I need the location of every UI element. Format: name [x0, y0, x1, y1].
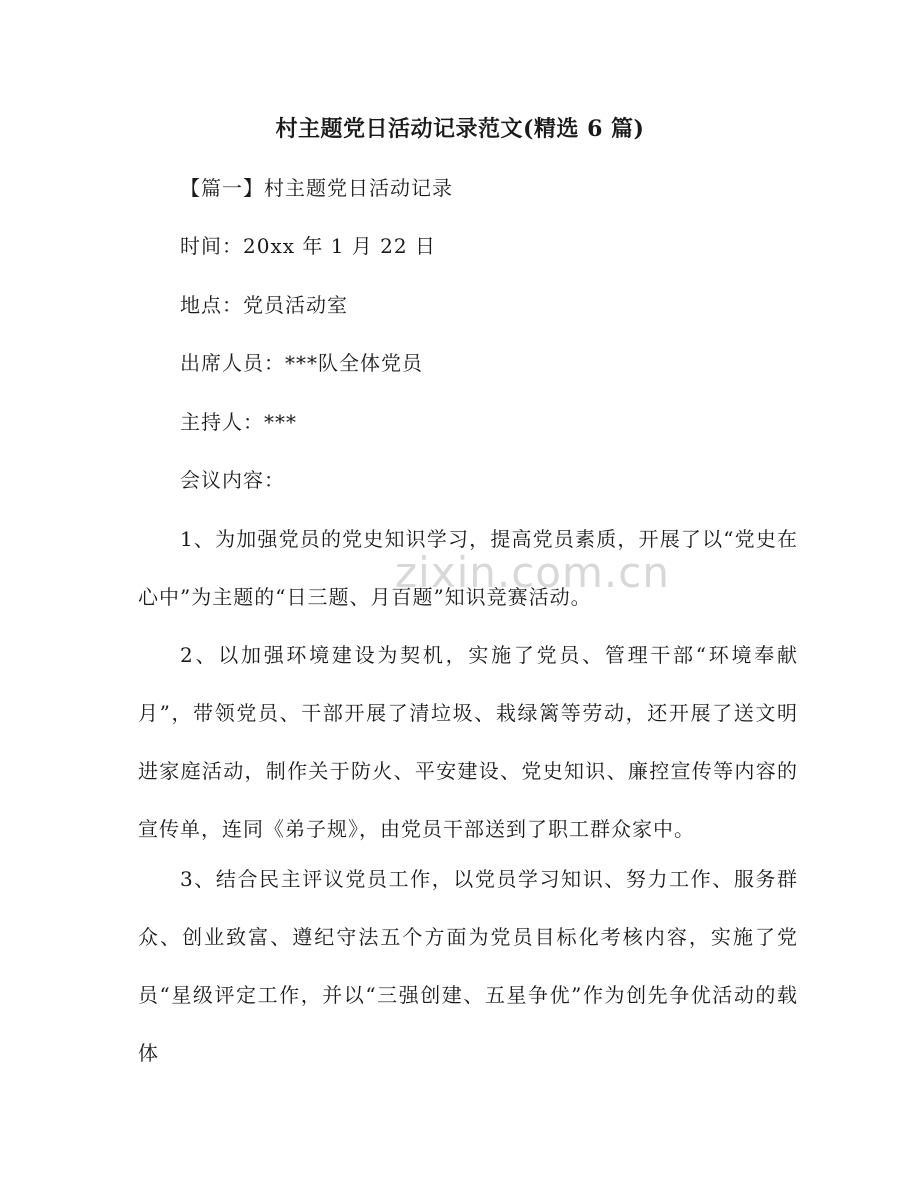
meta-time: 时间：20xx 年 1 月 22 日 [180, 234, 436, 258]
watermark: zixin.com.cn [395, 548, 670, 597]
paragraph-3: 3、结合民主评议党员工作，以党员学习知识、努力工作、服务群众、创业致富、遵纪守法五个方面为党员目标化考核内容，实施了党员“星级评定工作，并以“三强创建、五星争优”作为创先争优活动的载体 [138, 867, 798, 1065]
section-heading: 【篇一】村主题党日活动记录 [180, 176, 453, 200]
meta-place: 地点：党员活动室 [180, 293, 348, 317]
paragraph-2: 2、以加强环境建设为契机，实施了党员、管理干部“环境奉献月”，带领党员、干部开展了清垃圾、栽绿篱等劳动，还开展了送文明进家庭活动，制作关于防火、平安建设、党史知识、廉控宣传等内容的宣传单，连同《弟子规》，由党员干部送到了职工群众家中。 [138, 643, 798, 841]
meta-attendees: 出席人员：***队全体党员 [180, 351, 423, 375]
meta-host: 主持人：*** [180, 410, 297, 434]
document-title: 村主题党日活动记录范文(精选 6 篇) [275, 116, 645, 142]
meta-content-label: 会议内容： [180, 468, 285, 492]
paragraph-1: 1、为加强党员的党史知识学习，提高党员素质，开展了以“党史在心中”为主题的“日三题、月百题”知识竞赛活动。 [138, 527, 798, 609]
